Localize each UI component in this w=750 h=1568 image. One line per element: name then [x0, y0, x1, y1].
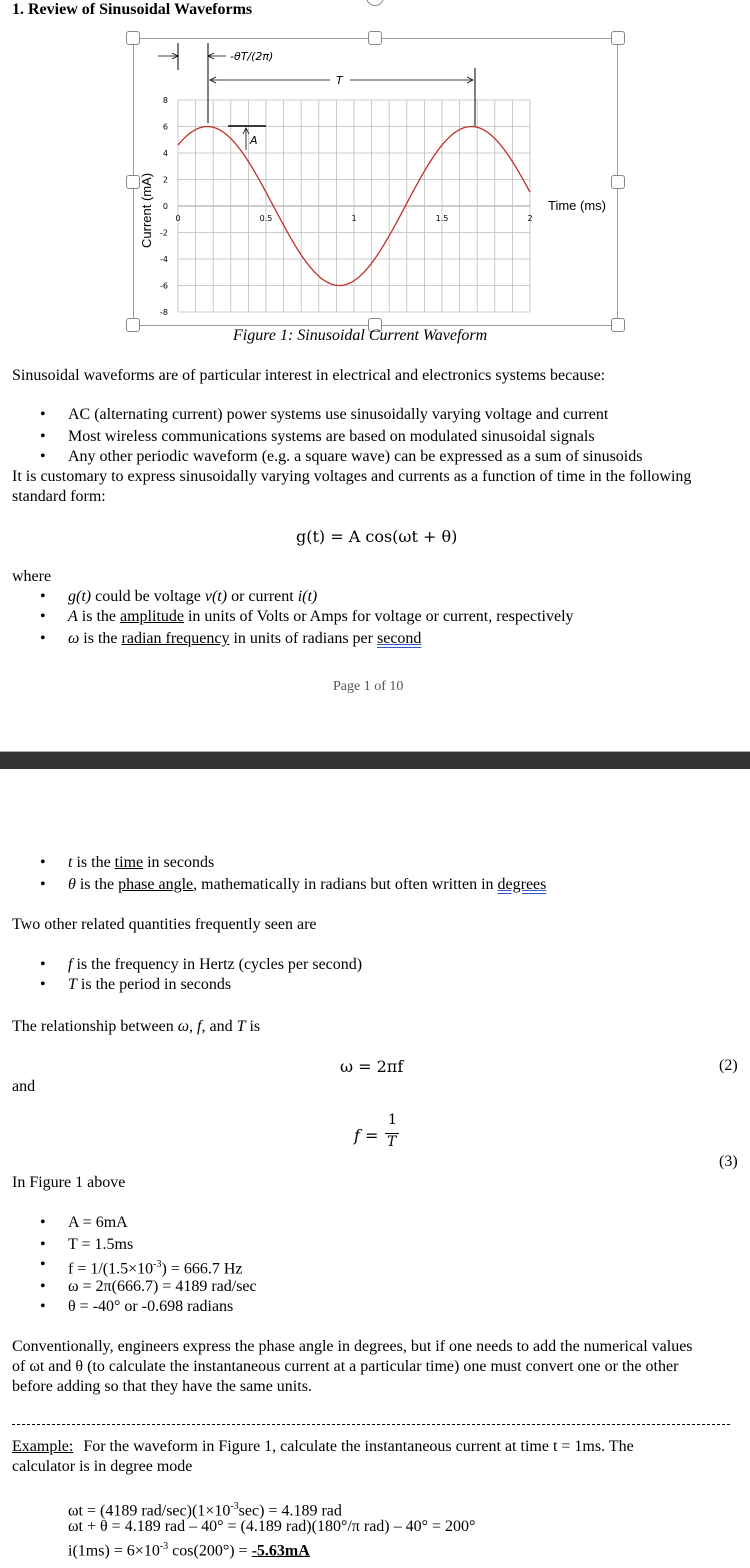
y-tick-label: 6 [162, 122, 168, 132]
definition-time: • t is the time in seconds [68, 853, 214, 873]
intro-paragraph: Sinusoidal waveforms are of particular interest in electrical and electronics systems because: [12, 367, 606, 384]
customary-line: standard form: [12, 488, 106, 505]
y-tick-label: 4 [162, 149, 168, 158]
y-tick-label: 2 [162, 175, 168, 185]
x-tick-labels [175, 214, 532, 223]
x-tick-label: 1 [351, 214, 357, 223]
value-phase: • θ = -40° or -0.698 radians [68, 1297, 233, 1317]
y-tick-label: -2 [160, 228, 168, 238]
y-tick-labels [160, 96, 168, 317]
equation-3-number: (3) [719, 1153, 738, 1170]
equation-3-numerator: 1 [388, 1112, 397, 1128]
definition-period: • T is the period in seconds [68, 975, 231, 995]
equation-3-denominator: T [387, 1134, 397, 1150]
page-footer: Page 1 of 10 [333, 679, 404, 694]
section-title: 1. Review of Sinusoidal Waveforms [12, 1, 253, 18]
definition-frequency: • f is the frequency in Hertz (cycles per second) [68, 955, 362, 975]
definition-g: • g(t) could be voltage v(t) or current i(t) [68, 587, 317, 607]
example-line: Example: For the waveform in Figure 1, calculate the instantaneous current at time t = 1ms. The [12, 1438, 634, 1455]
and-label: and [12, 1078, 36, 1095]
calc-answer: -5.63mA [251, 1542, 310, 1560]
related-intro: Two other related quantities frequently seen are [12, 916, 317, 933]
value-omega: • ω = 2π(666.7) = 4189 rad/sec [68, 1277, 257, 1297]
phase-label: -θT/(2π) [230, 50, 274, 63]
convention-line: before adding so that they have the same units. [12, 1378, 312, 1395]
equation-3-lhs: f = [354, 1126, 379, 1145]
calc-line-1: ωt = (4189 rad/$\sec)(1\times 10^{-3}\sec) = 4.189$ rad [68, 1501, 342, 1520]
definition-phase: • θ is the phase angle, mathematically in radians but often written in degrees [68, 875, 546, 895]
convention-line: of ωt and θ (to calculate the instantaneous current at a particular time) one must convert one or the other [12, 1358, 679, 1375]
y-tick-label: 0 [162, 202, 168, 211]
equation-2: ω = 2πf [340, 1057, 404, 1076]
definition-radian-frequency: • ω is the radian frequency in units of radians per second [68, 629, 421, 649]
value-frequency: • $f = 1/(1.5\times 10^{-3}) = 666.7$ Hz [68, 1255, 243, 1279]
page-separator [0, 751, 750, 769]
y-tick-label: -4 [160, 255, 168, 264]
value-period: • T = 1.5ms [68, 1235, 133, 1255]
y-tick-label: 8 [162, 96, 168, 105]
customary-line: It is customary to express sinusoidally varying voltages and currents as a function of time in the following [12, 468, 692, 485]
equation-2-number: (2) [719, 1057, 738, 1074]
example-divider [12, 1424, 730, 1425]
x-axis-label: Time (ms) [548, 198, 607, 213]
reason-item: • Any other periodic waveform (e.g. a square wave) can be expressed as a sum of sinusoids [68, 447, 642, 467]
where-label: where [12, 568, 52, 585]
relationship-line: The relationship between ω, f, and T is [12, 1018, 261, 1035]
figure-caption: Figure 1: Sinusoidal Current Waveform [233, 327, 488, 344]
reason-item: • AC (alternating current) power systems use sinusoidally varying voltage and current [68, 405, 608, 425]
x-tick-label: 0.5 [259, 214, 273, 223]
main-equation: g(t) = A cos(ωt + θ) [296, 527, 458, 546]
reason-item: • Most wireless communications systems are based on modulated sinusoidal signals [68, 427, 595, 447]
rotate-handle[interactable] [366, 0, 384, 6]
definition-amplitude: • A is the amplitude in units of Volts or Amps for voltage or current, respectively [68, 607, 574, 627]
period-label: T [336, 74, 343, 87]
calc-line-2: ωt + θ = 4.189 rad – 40° = (4.189 rad)(180°/π rad) – 40° = 200° [68, 1518, 476, 1535]
in-figure-label: In Figure 1 above [12, 1174, 126, 1191]
y-tick-label: -6 [160, 281, 168, 291]
amplitude-label: A [250, 134, 258, 147]
value-amplitude: • A = 6mA [68, 1213, 128, 1233]
example-line: calculator is in degree mode [12, 1458, 193, 1475]
y-tick-label: -8 [160, 308, 168, 317]
y-axis-label: Current (mA) [139, 172, 154, 248]
x-tick-label: 2 [527, 214, 533, 223]
calc-line-3: $i(1ms) = 6\times 10^{-3}$ cos(200°) = -5.63mA [68, 1541, 310, 1560]
x-tick-label: 1.5 [435, 214, 449, 223]
convention-line: Conventionally, engineers express the phase angle in degrees, but if one needs to add the numerical values [12, 1338, 693, 1355]
waveform-chart [130, 38, 620, 328]
x-tick-label: 0 [175, 214, 181, 223]
